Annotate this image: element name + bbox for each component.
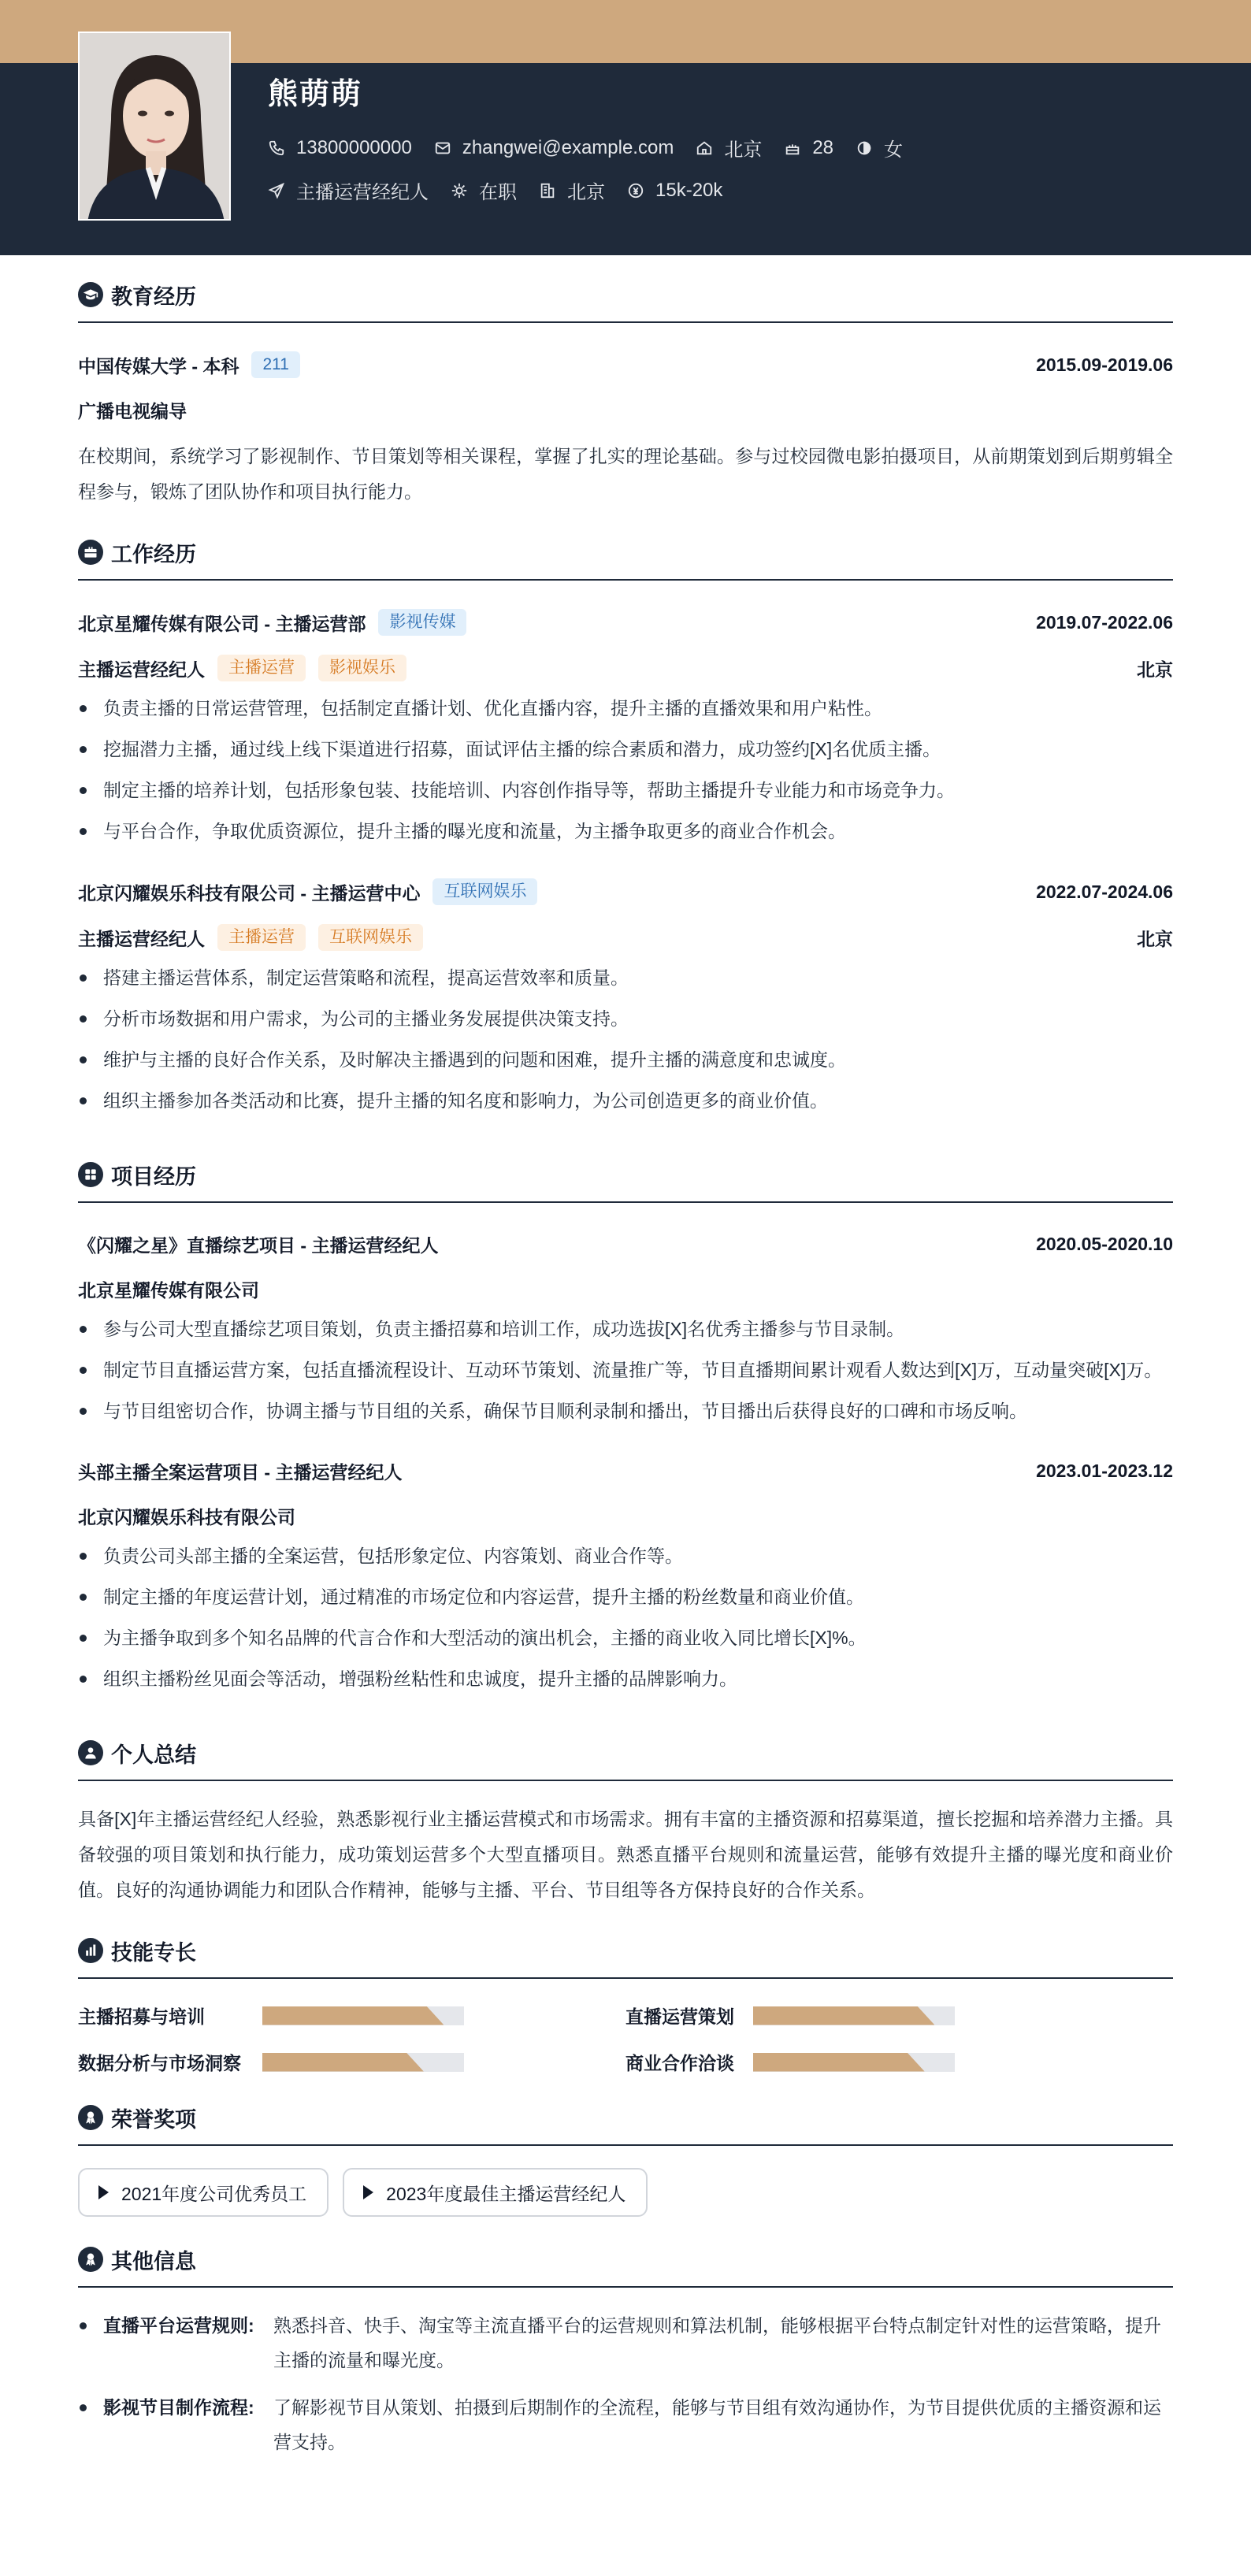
hometown-text: 北京 <box>724 139 763 161</box>
job-target-text: 主播运营经纪人 <box>296 182 429 203</box>
list-item: 分析市场数据和用户需求，为公司的主播业务发展提供决策支持。 <box>78 1001 1173 1036</box>
project-name: 《闪耀之星》直播综艺项目 - 主播运营经纪人 <box>78 1235 439 1256</box>
work-period: 2019.07-2022.06 <box>1036 611 1173 633</box>
work-item-head <box>78 878 1173 905</box>
city-text: 北京 <box>567 182 605 203</box>
skill-item <box>626 2003 1173 2029</box>
work-role-row <box>78 655 1173 681</box>
gender-item <box>856 134 903 161</box>
skill-name: 商业合作洽谈 <box>626 2053 734 2073</box>
user-icon <box>78 1740 103 1765</box>
list-item: 制定节目直播运营方案，包括直播流程设计、互动环节策划、流量推广等，节目直播期间累计观看人数达到[X]万，互动量突破[X]万。 <box>78 1353 1173 1387</box>
summary-text: 具备[X]年主播运营经纪人经验，熟悉影视行业主播运营模式和市场需求。拥有丰富的主播资源和招募渠道，擅长挖掘和培养潜力主播。具备较强的项目策划和执行能力，成功策划运营多个大型直播项目。熟悉直播平台规则和流量运营，能够有效提升主播的曝光度和商业价值。良好的沟通协调能力和团队合作精神，能够与主播、平台、节目组等各方保持良好的合作关系。 <box>78 1809 1173 1900</box>
education-heading: 教育经历 <box>111 284 196 309</box>
skill-bar <box>262 2006 464 2025</box>
skill-bar <box>262 2053 464 2072</box>
work-role: 主播运营经纪人 <box>78 928 205 949</box>
work-location: 北京 <box>1137 928 1173 949</box>
work-item <box>78 878 1173 1118</box>
school-tag: 211 <box>251 351 299 378</box>
skill-name: 数据分析与市场洞察 <box>78 2053 241 2073</box>
status-item <box>451 176 517 204</box>
job-target-item <box>268 176 429 204</box>
summary-heading: 个人总结 <box>111 1743 196 1767</box>
work-company: 北京星耀传媒有限公司 - 主播运营部 <box>78 613 366 634</box>
work-section-title <box>78 513 1173 581</box>
school-name: 中国传媒大学 - 本科 <box>78 355 239 377</box>
other-key: 影视节目制作流程: <box>103 2397 254 2418</box>
phone-item <box>268 137 412 159</box>
resume-body <box>78 255 1173 2472</box>
list-item: 与节目组密切合作，协调主播与节目组的关系，确保节目顺利录制和播出，节目播出后获得良好的口碑和市场反响。 <box>78 1394 1173 1428</box>
gender-text: 女 <box>884 139 904 161</box>
skill-fill <box>753 2053 925 2072</box>
award-item <box>343 2168 648 2217</box>
skill-bar <box>753 2006 955 2025</box>
award-text: 2021年度公司优秀员工 <box>121 2183 307 2204</box>
education-period: 2015.09-2019.06 <box>1036 354 1173 375</box>
list-item: 组织主播参加各类活动和比赛，提升主播的知名度和影响力，为公司创造更多的商业价值。 <box>78 1083 1173 1118</box>
skills-grid <box>78 2003 1173 2075</box>
list-item <box>78 2390 1173 2459</box>
salary-text: 15k-20k <box>655 179 723 201</box>
list-item: 参与公司大型直播综艺项目策划，负责主播招募和培训工作，成功选拔[X]名优秀主播参与节目录制。 <box>78 1312 1173 1346</box>
awards-list <box>78 2168 1173 2217</box>
project-heading: 项目经历 <box>111 1164 196 1189</box>
mail-icon <box>434 139 451 157</box>
education-head <box>78 351 1173 378</box>
work-period: 2022.07-2024.06 <box>1036 881 1173 902</box>
list-item: 与平台合作，争取优质资源位，提升主播的曝光度和流量，为主播争取更多的商业合作机会。 <box>78 814 1173 848</box>
awards-section-title <box>78 2078 1173 2146</box>
other-value: 了解影视节目从策划、拍摄到后期制作的全流程，能够与节目组有效沟通协作，为节目提供优质的主播资源和运营支持。 <box>273 2397 1161 2452</box>
award-item <box>78 2168 329 2217</box>
list-item: 制定主播的年度运营计划，通过精准的市场定位和内容运营，提升主播的粉丝数量和商业价值。 <box>78 1579 1173 1614</box>
project-section-title <box>78 1135 1173 1203</box>
work-item-head <box>78 609 1173 636</box>
status-icon <box>451 182 468 199</box>
skill-bar <box>753 2053 955 2072</box>
skill-item <box>78 2049 626 2075</box>
project-item <box>78 1231 1173 1428</box>
email-item <box>434 137 674 159</box>
list-item: 维护与主播的良好合作关系，及时解决主播遇到的问题和困难，提升主播的满意度和忠诚度。 <box>78 1042 1173 1077</box>
work-bullets <box>78 960 1173 1118</box>
project-company-row <box>78 1503 1173 1529</box>
list-item <box>78 2308 1173 2377</box>
work-item <box>78 609 1173 848</box>
home-icon <box>696 139 713 157</box>
contact-row <box>268 134 925 161</box>
job-intention-row <box>268 176 744 204</box>
project-company: 北京星耀传媒有限公司 <box>78 1280 259 1301</box>
project-company: 北京闪耀娱乐科技有限公司 <box>78 1507 295 1527</box>
project-bullets <box>78 1312 1173 1428</box>
other-value: 熟悉抖音、快手、淘宝等主流直播平台的运营规则和算法机制，能够根据平台特点制定针对性的运营策略，提升主播的流量和曝光度。 <box>273 2315 1161 2370</box>
work-skill-tag: 主播运营 <box>217 655 306 681</box>
work-bullets <box>78 691 1173 848</box>
skill-item <box>78 2003 626 2029</box>
email-text: zhangwei@example.com <box>462 136 674 158</box>
skill-fill <box>262 2006 444 2025</box>
money-icon <box>627 182 644 199</box>
other-key: 直播平台运营规则: <box>103 2315 254 2336</box>
graduation-cap-icon <box>78 282 103 307</box>
project-item-head <box>78 1458 1173 1484</box>
other-info-list <box>78 2308 1173 2459</box>
skill-name: 直播运营策划 <box>626 2006 734 2027</box>
candidate-name: 熊萌萌 <box>268 78 363 111</box>
list-item: 挖掘潜力主播，通过线上线下渠道进行招募，面试评估主播的综合素质和潜力，成功签约[X]名优质主播。 <box>78 732 1173 766</box>
work-skill-tag: 主播运营 <box>217 924 306 951</box>
phone-text: 13800000000 <box>296 136 412 158</box>
info-icon <box>78 2247 103 2272</box>
summary-section-title <box>78 1713 1173 1781</box>
salary-item <box>627 180 722 202</box>
status-text: 在职 <box>479 182 517 203</box>
project-period: 2023.01-2023.12 <box>1036 1461 1173 1481</box>
project-bullets <box>78 1539 1173 1696</box>
award-text: 2023年度最佳主播运营经纪人 <box>386 2183 626 2204</box>
list-item: 负责公司头部主播的全案运营，包括形象定位、内容策划、商业合作等。 <box>78 1539 1173 1573</box>
list-item: 搭建主播运营体系，制定运营策略和流程，提高运营效率和质量。 <box>78 960 1173 995</box>
project-company-row <box>78 1276 1173 1302</box>
project-period: 2020.05-2020.10 <box>1036 1234 1173 1254</box>
other-heading: 其他信息 <box>111 2249 196 2273</box>
project-name: 头部主播全案运营项目 - 主播运营经纪人 <box>78 1462 403 1483</box>
age-item <box>784 137 833 159</box>
major-name: 广播电视编导 <box>78 401 187 421</box>
awards-heading: 荣誉奖项 <box>111 2107 196 2132</box>
list-item: 为主播争取到多个知名品牌的代言合作和大型活动的演出机会，主播的商业收入同比增长[X]%。 <box>78 1620 1173 1655</box>
education-major-row <box>78 397 1173 423</box>
hometown-item <box>696 134 762 161</box>
skill-fill <box>262 2053 424 2072</box>
play-icon <box>98 2185 109 2199</box>
grid-icon <box>78 1162 103 1187</box>
work-role: 主播运营经纪人 <box>78 659 205 680</box>
other-section-title <box>78 2220 1173 2288</box>
work-industry-tag: 互联网娱乐 <box>432 878 537 905</box>
skill-name: 主播招募与培训 <box>78 2006 205 2027</box>
skills-section-title <box>78 1911 1173 1979</box>
work-heading: 工作经历 <box>111 542 196 566</box>
list-item: 组织主播粉丝见面会等活动，增强粉丝粘性和忠诚度，提升主播的品牌影响力。 <box>78 1661 1173 1696</box>
building-icon <box>539 182 556 199</box>
work-industry-tag: 影视传媒 <box>378 609 466 636</box>
city-item <box>539 176 605 204</box>
profile-photo <box>78 32 231 221</box>
list-item: 制定主播的培养计划，包括形象包装、技能培训、内容创作指导等，帮助主播提升专业能力和市场竞争力。 <box>78 773 1173 807</box>
list-item: 负责主播的日常运营管理，包括制定直播计划、优化直播内容，提升主播的直播效果和用户粘性。 <box>78 691 1173 726</box>
skill-fill <box>753 2006 934 2025</box>
work-location: 北京 <box>1137 659 1173 680</box>
skill-item <box>626 2049 1173 2075</box>
work-skill-tag: 互联网娱乐 <box>318 924 423 951</box>
gender-icon <box>856 139 873 157</box>
education-description: 在校期间，系统学习了影视制作、节目策划等相关课程，掌握了扎实的理论基础。参与过校园微电影拍摄项目，从前期策划到后期剪辑全程参与，锻炼了团队协作和项目执行能力。 <box>78 446 1173 502</box>
work-skill-tag: 影视娱乐 <box>318 655 406 681</box>
project-item-head <box>78 1231 1173 1257</box>
phone-icon <box>268 139 285 157</box>
skills-heading: 技能专长 <box>111 1940 196 1965</box>
work-company: 北京闪耀娱乐科技有限公司 - 主播运营中心 <box>78 882 421 904</box>
play-icon <box>363 2185 373 2199</box>
age-text: 28 <box>812 136 834 158</box>
chart-icon <box>78 1938 103 1963</box>
award-icon <box>78 2105 103 2130</box>
send-icon <box>268 182 285 199</box>
cake-icon <box>784 139 801 157</box>
project-item <box>78 1458 1173 1696</box>
briefcase-icon <box>78 540 103 565</box>
education-section-title <box>78 255 1173 323</box>
work-role-row <box>78 924 1173 951</box>
